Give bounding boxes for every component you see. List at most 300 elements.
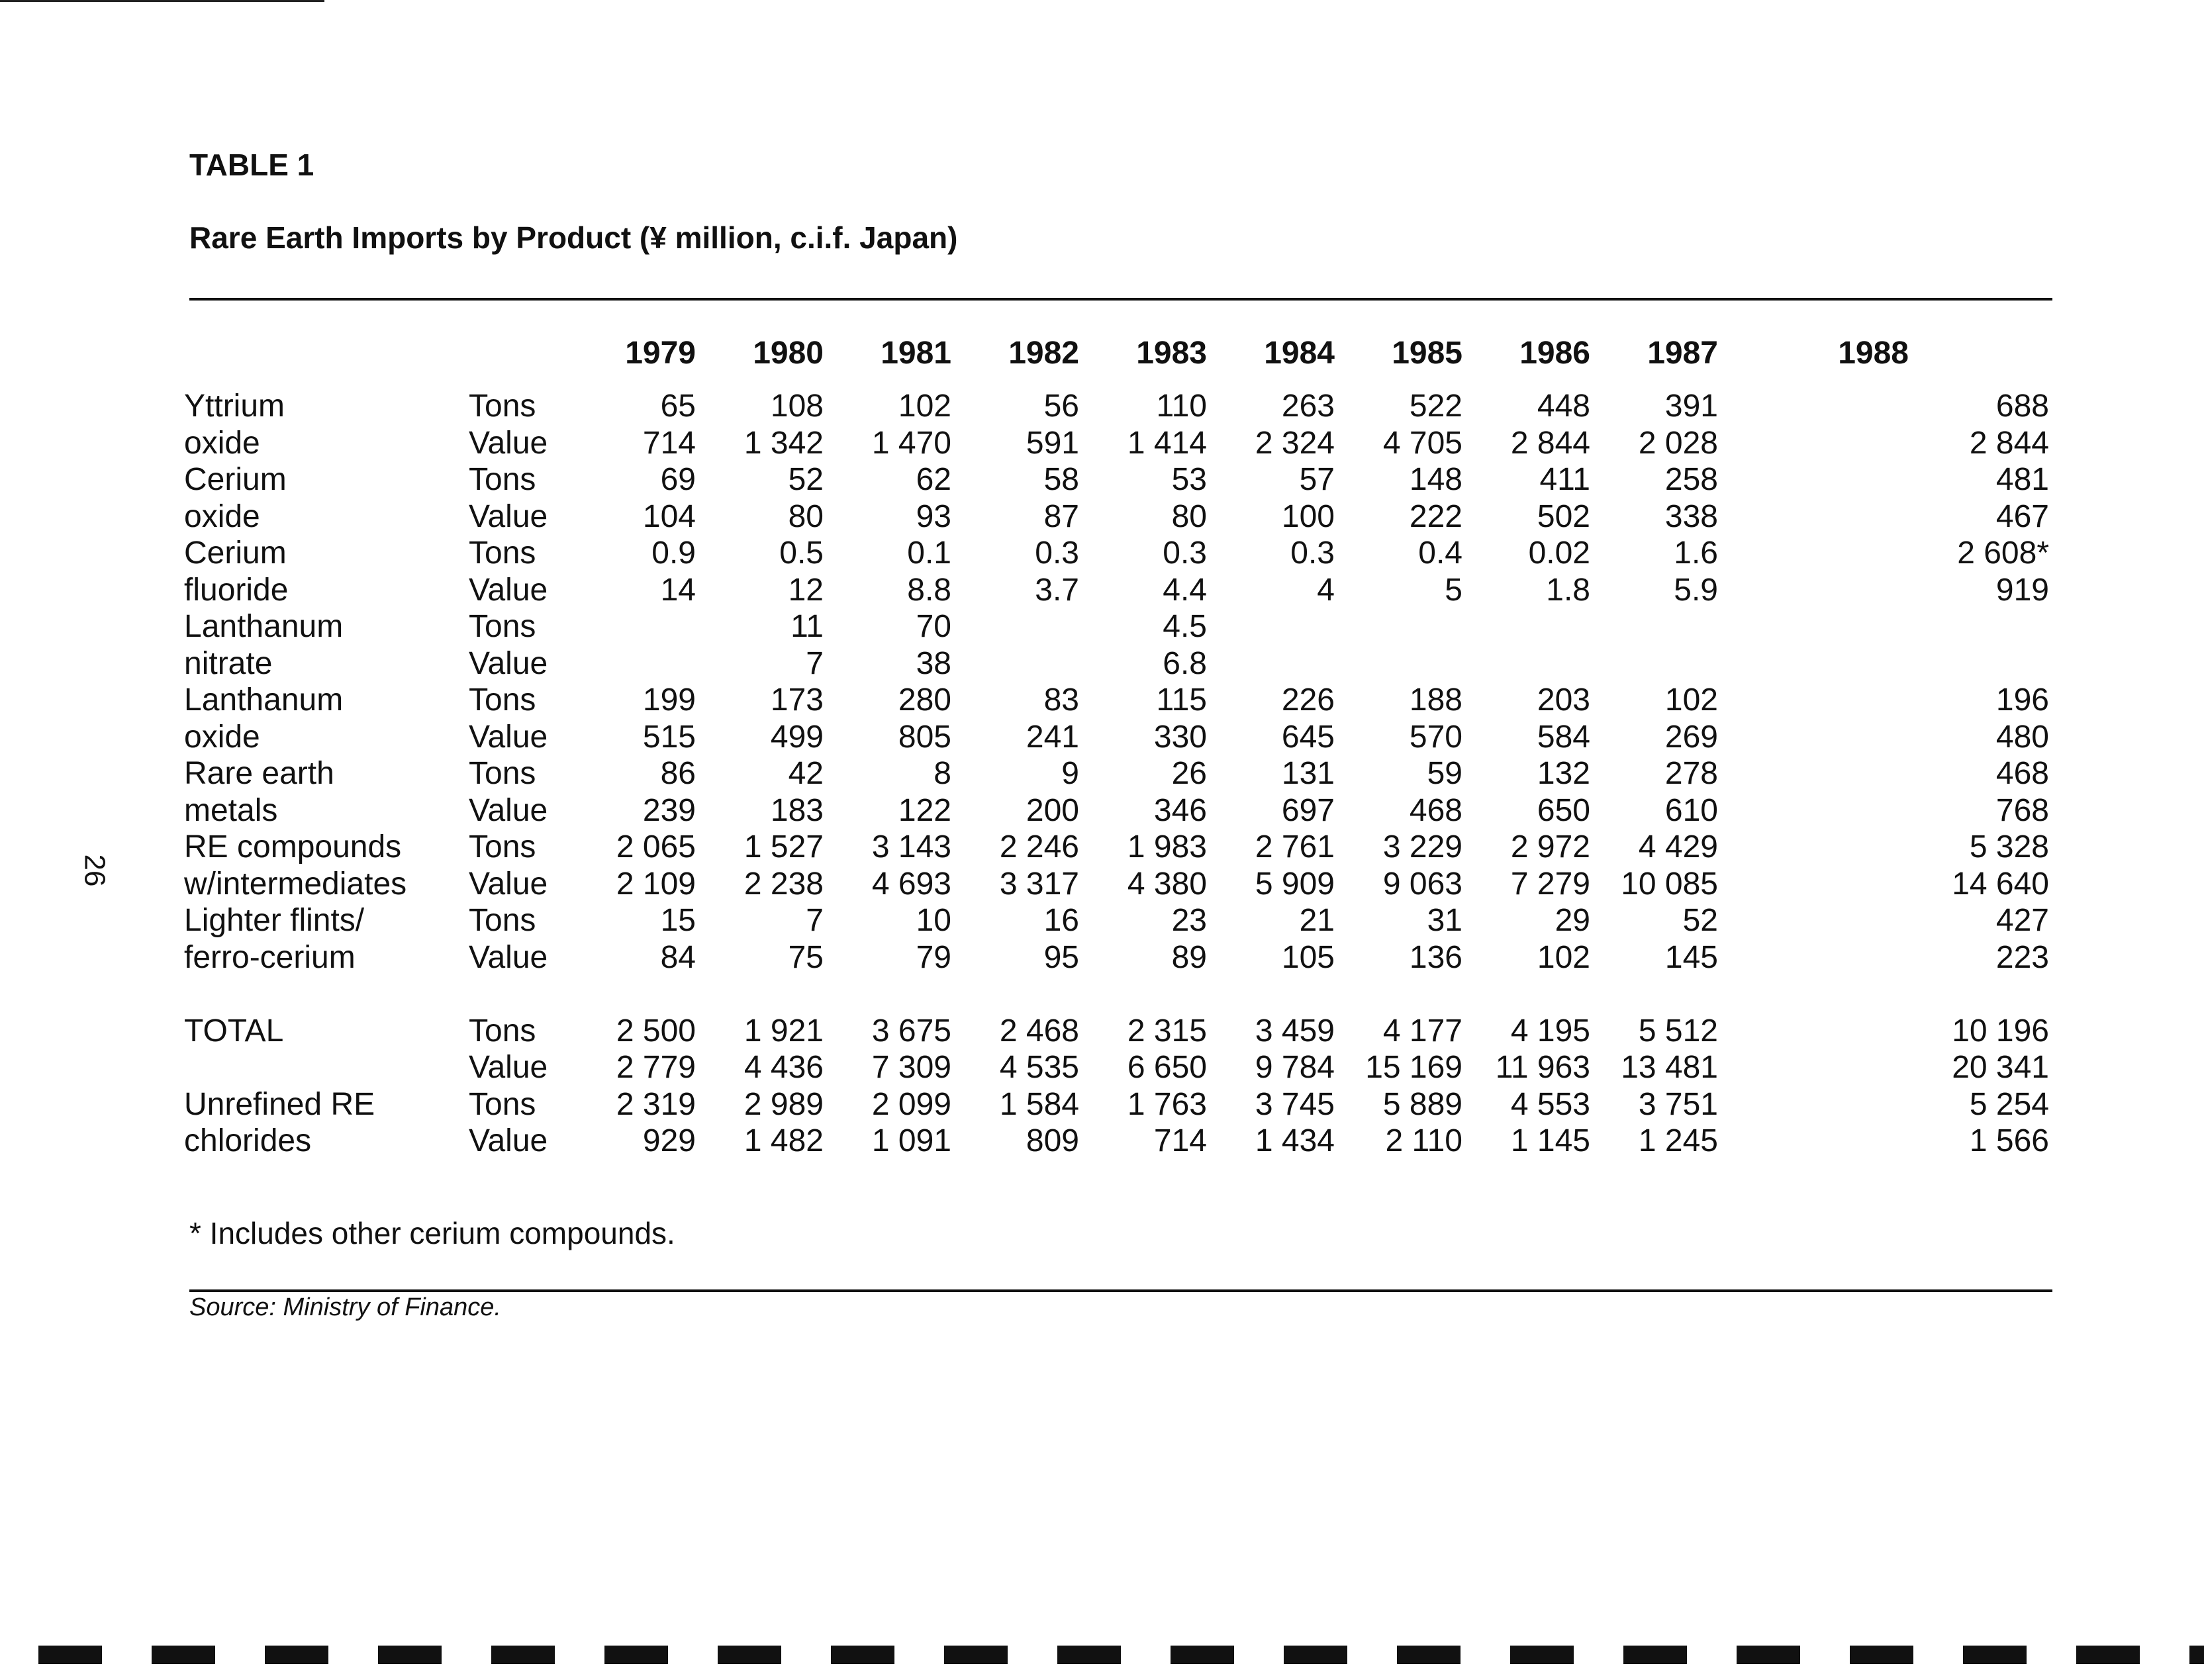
value-cell: 29 [1555, 903, 1590, 938]
value-cell: 4 195 [1510, 1013, 1590, 1049]
product-cell: ferro-cerium [184, 939, 356, 975]
perforation-mark [831, 1646, 894, 1664]
value-cell: 5 512 [1638, 1013, 1718, 1049]
value-cell: 102 [1537, 939, 1590, 975]
value-cell: 5.9 [1674, 572, 1718, 608]
value-cell: 226 [1281, 682, 1335, 718]
perforation-mark [265, 1646, 328, 1664]
value-cell: 15 169 [1365, 1050, 1462, 1085]
rare-earth-imports-table [184, 335, 2049, 1160]
perforation-mark [491, 1646, 555, 1664]
value-cell: 3 317 [999, 866, 1079, 902]
value-cell: 2 246 [999, 829, 1079, 864]
product-header [184, 335, 469, 388]
value-cell: 805 [898, 719, 951, 755]
value-cell: 4 436 [743, 1050, 824, 1085]
value-cell: 263 [1281, 389, 1335, 424]
table-row [184, 608, 2049, 645]
table-label: TABLE 1 [189, 148, 314, 182]
year-header: 1985 [1392, 336, 1462, 371]
value-cell: 1 983 [1127, 829, 1207, 864]
year-header: 1982 [1008, 336, 1079, 371]
table-spacer-row [184, 976, 2049, 1013]
perforation-mark [944, 1646, 1008, 1664]
unit-cell: Value [469, 498, 548, 534]
value-cell: 241 [1026, 719, 1079, 755]
value-cell: 480 [1995, 719, 2049, 755]
table-top-rule [189, 298, 2052, 301]
value-cell: 1 470 [871, 425, 951, 461]
value-cell: 4.5 [1163, 609, 1207, 644]
value-cell: 203 [1537, 682, 1590, 718]
perforation-strip [0, 1646, 2204, 1665]
value-cell: 3.7 [1035, 572, 1079, 608]
value-cell: 9 063 [1382, 866, 1462, 902]
table-row [184, 755, 2049, 792]
table-row [184, 1123, 2049, 1160]
value-cell [1335, 608, 1462, 645]
value-cell [1590, 608, 1718, 645]
product-cell: w/intermediates [184, 866, 407, 902]
table-row [184, 1013, 2049, 1050]
spacer-cell [184, 976, 2049, 1013]
product-cell: chlorides [184, 1123, 312, 1158]
value-cell: 222 [1409, 498, 1462, 534]
value-cell: 919 [1995, 572, 2049, 608]
value-cell: 7 279 [1510, 866, 1590, 902]
value-cell: 468 [1409, 792, 1462, 828]
value-cell: 1 527 [743, 829, 824, 864]
value-cell: 136 [1409, 939, 1462, 975]
unit-cell: Value [469, 719, 548, 755]
value-cell: 570 [1409, 719, 1462, 755]
unit-cell: Tons [469, 682, 536, 718]
value-cell: 100 [1281, 498, 1335, 534]
value-cell: 87 [1043, 498, 1079, 534]
unit-cell: Value [469, 1050, 548, 1085]
value-cell: 2 844 [1510, 425, 1590, 461]
value-cell: 6.8 [1163, 645, 1207, 681]
value-cell: 2 315 [1127, 1013, 1207, 1049]
value-cell: 499 [770, 719, 824, 755]
value-cell: 2 065 [616, 829, 696, 864]
table-bottom-rule [189, 1289, 2052, 1292]
value-cell: 0.3 [1163, 536, 1207, 571]
value-cell: 4 [1317, 572, 1335, 608]
value-cell [1462, 645, 1590, 682]
value-cell: 110 [1156, 389, 1207, 424]
value-cell: 1 434 [1255, 1123, 1335, 1158]
value-cell: 115 [1156, 682, 1207, 718]
value-cell: 86 [660, 756, 696, 791]
value-cell: 62 [916, 462, 951, 497]
value-cell: 105 [1281, 939, 1335, 975]
value-cell: 2 110 [1385, 1123, 1462, 1158]
value-cell: 467 [1995, 498, 2049, 534]
value-cell: 23 [1171, 903, 1207, 938]
value-cell: 80 [1171, 498, 1207, 534]
value-cell: 4 705 [1382, 425, 1462, 461]
value-cell: 21 [1299, 903, 1335, 938]
table-row [184, 572, 2049, 609]
value-cell: 20 341 [1952, 1050, 2049, 1085]
value-cell: 515 [642, 719, 696, 755]
product-cell: Rare earth [184, 756, 334, 791]
value-cell: 2 500 [616, 1013, 696, 1049]
source-note: Source: Ministry of Finance. [189, 1293, 501, 1321]
page-number: 26 [78, 854, 111, 887]
table-row [184, 645, 2049, 682]
perforation-mark [718, 1646, 781, 1664]
value-cell: 0.5 [779, 536, 824, 571]
value-cell: 278 [1664, 756, 1718, 791]
value-cell: 768 [1995, 792, 2049, 828]
value-cell: 57 [1299, 462, 1335, 497]
unit-cell: Value [469, 1123, 548, 1158]
table-row [184, 461, 2049, 498]
value-cell: 929 [642, 1123, 696, 1158]
value-cell: 338 [1664, 498, 1718, 534]
value-cell: 52 [1682, 903, 1718, 938]
value-cell: 5 909 [1255, 866, 1335, 902]
value-cell: 0.3 [1290, 536, 1335, 571]
value-cell: 5 889 [1382, 1086, 1462, 1122]
value-cell: 239 [642, 792, 696, 828]
value-cell: 14 640 [1952, 866, 2049, 902]
value-cell: 5 254 [1969, 1086, 2049, 1122]
year-header-row [184, 335, 2049, 388]
value-cell: 4 535 [999, 1050, 1079, 1085]
value-cell: 4.4 [1163, 572, 1207, 608]
value-cell: 269 [1664, 719, 1718, 755]
value-cell: 95 [1043, 939, 1079, 975]
value-cell: 52 [788, 462, 824, 497]
value-cell: 7 [806, 903, 824, 938]
perforation-mark [2189, 1646, 2204, 1664]
year-header: 1987 [1647, 336, 1718, 371]
table-row [184, 792, 2049, 829]
table-row [184, 902, 2049, 939]
value-cell: 258 [1664, 462, 1718, 497]
unit-cell: Value [469, 572, 548, 608]
value-cell: 196 [1995, 682, 2049, 718]
value-cell: 42 [788, 756, 824, 791]
value-cell: 5 [1445, 572, 1462, 608]
value-cell: 2 319 [616, 1086, 696, 1122]
value-cell [1207, 645, 1335, 682]
value-cell: 2 761 [1255, 829, 1335, 864]
value-cell: 2 028 [1638, 425, 1718, 461]
value-cell: 650 [1537, 792, 1590, 828]
product-cell: metals [184, 792, 278, 828]
value-cell: 10 196 [1952, 1013, 2049, 1049]
value-cell: 809 [1026, 1123, 1079, 1158]
perforation-mark [378, 1646, 442, 1664]
value-cell: 330 [1153, 719, 1207, 755]
value-cell [568, 608, 696, 645]
table-row [184, 388, 2049, 425]
value-cell: 132 [1537, 756, 1590, 791]
year-header: 1984 [1264, 336, 1335, 371]
value-cell: 84 [660, 939, 696, 975]
value-cell: 58 [1043, 462, 1079, 497]
value-cell: 1 091 [871, 1123, 951, 1158]
value-cell: 4 693 [871, 866, 951, 902]
value-cell: 1 414 [1127, 425, 1207, 461]
value-cell: 2 099 [871, 1086, 951, 1122]
value-cell: 1 482 [743, 1123, 824, 1158]
value-cell: 2 238 [743, 866, 824, 902]
year-header: 1979 [625, 336, 696, 371]
product-cell: TOTAL [184, 1013, 284, 1049]
year-header: 1986 [1519, 336, 1590, 371]
value-cell: 3 751 [1638, 1086, 1718, 1122]
value-cell: 148 [1409, 462, 1462, 497]
product-cell: Cerium [184, 536, 287, 571]
value-cell: 2 468 [999, 1013, 1079, 1049]
value-cell: 14 [660, 572, 696, 608]
value-cell: 38 [916, 645, 951, 681]
value-cell: 481 [1995, 462, 2049, 497]
table-row [184, 1049, 2049, 1086]
value-cell [1335, 645, 1462, 682]
value-cell: 131 [1281, 756, 1335, 791]
perforation-mark [1171, 1646, 1234, 1664]
perforation-mark [1850, 1646, 1913, 1664]
unit-cell: Value [469, 939, 548, 975]
value-cell [1718, 608, 2049, 645]
value-cell: 3 675 [871, 1013, 951, 1049]
table-row [184, 829, 2049, 866]
table-row [184, 682, 2049, 719]
value-cell: 610 [1664, 792, 1718, 828]
product-cell: nitrate [184, 645, 273, 681]
value-cell: 280 [898, 682, 951, 718]
value-cell: 346 [1153, 792, 1207, 828]
top-edge-rule [0, 0, 324, 2]
value-cell [1462, 608, 1590, 645]
value-cell: 9 [1061, 756, 1079, 791]
product-cell: Lanthanum [184, 609, 344, 644]
value-cell: 8.8 [907, 572, 951, 608]
perforation-mark [1510, 1646, 1574, 1664]
value-cell: 391 [1664, 389, 1718, 424]
product-cell [184, 1049, 469, 1086]
value-cell: 1 342 [743, 425, 824, 461]
value-cell: 102 [898, 389, 951, 424]
value-cell: 0.9 [651, 536, 696, 571]
perforation-mark [1397, 1646, 1461, 1664]
value-cell: 53 [1171, 462, 1207, 497]
year-header: 1983 [1136, 336, 1207, 371]
unit-cell: Value [469, 792, 548, 828]
year-header: 1980 [753, 336, 824, 371]
value-cell: 468 [1995, 756, 2049, 791]
value-cell: 56 [1043, 389, 1079, 424]
value-cell: 93 [916, 498, 951, 534]
value-cell: 59 [1427, 756, 1462, 791]
value-cell [1718, 645, 2049, 682]
value-cell: 173 [770, 682, 824, 718]
value-cell: 2 989 [743, 1086, 824, 1122]
unit-cell: Tons [469, 1086, 536, 1122]
value-cell: 69 [660, 462, 696, 497]
value-cell: 12 [788, 572, 824, 608]
value-cell: 2 109 [616, 866, 696, 902]
value-cell: 5 328 [1969, 829, 2049, 864]
unit-header [469, 335, 568, 388]
value-cell: 714 [1153, 1123, 1207, 1158]
value-cell [568, 645, 696, 682]
value-cell: 75 [788, 939, 824, 975]
value-cell: 2 608* [1957, 536, 2049, 571]
value-cell: 448 [1537, 389, 1590, 424]
value-cell: 1.8 [1546, 572, 1590, 608]
table-row [184, 1086, 2049, 1123]
value-cell: 89 [1171, 939, 1207, 975]
value-cell: 411 [1539, 462, 1590, 497]
value-cell: 688 [1995, 389, 2049, 424]
perforation-mark [604, 1646, 668, 1664]
value-cell: 11 [791, 609, 824, 644]
value-cell: 65 [660, 389, 696, 424]
value-cell: 80 [788, 498, 824, 534]
value-cell: 145 [1664, 939, 1718, 975]
value-cell [1590, 645, 1718, 682]
value-cell: 4 177 [1382, 1013, 1462, 1049]
table-row [184, 866, 2049, 903]
value-cell: 714 [642, 425, 696, 461]
value-cell: 3 229 [1382, 829, 1462, 864]
product-cell: fluoride [184, 572, 289, 608]
year-header: 1988 [1838, 336, 1909, 371]
perforation-mark [1284, 1646, 1347, 1664]
value-cell: 10 [916, 903, 951, 938]
value-cell: 0.3 [1035, 536, 1079, 571]
value-cell: 3 745 [1255, 1086, 1335, 1122]
value-cell: 1 245 [1638, 1123, 1718, 1158]
product-cell: RE compounds [184, 829, 402, 864]
value-cell: 6 650 [1127, 1050, 1207, 1085]
table-row [184, 535, 2049, 572]
value-cell: 1 763 [1127, 1086, 1207, 1122]
value-cell: 1 584 [999, 1086, 1079, 1122]
value-cell: 427 [1995, 903, 2049, 938]
value-cell: 199 [642, 682, 696, 718]
value-cell: 1.6 [1674, 536, 1718, 571]
value-cell: 10 085 [1621, 866, 1718, 902]
value-cell: 183 [770, 792, 824, 828]
product-cell: Lighter flints/ [184, 903, 365, 938]
value-cell: 502 [1537, 498, 1590, 534]
unit-cell: Tons [469, 1013, 536, 1049]
product-cell: oxide [184, 498, 260, 534]
perforation-mark [1057, 1646, 1121, 1664]
perforation-mark [1737, 1646, 1800, 1664]
unit-cell: Tons [469, 903, 536, 938]
value-cell: 188 [1409, 682, 1462, 718]
unit-cell: Value [469, 425, 548, 461]
value-cell: 7 309 [871, 1050, 951, 1085]
value-cell: 2 779 [616, 1050, 696, 1085]
product-cell: Lanthanum [184, 682, 344, 718]
value-cell: 1 921 [743, 1013, 824, 1049]
table-row [184, 425, 2049, 462]
value-cell: 4 380 [1127, 866, 1207, 902]
table-row [184, 719, 2049, 756]
product-cell: Unrefined RE [184, 1086, 375, 1122]
value-cell: 79 [916, 939, 951, 975]
perforation-mark [2076, 1646, 2140, 1664]
value-cell: 13 481 [1621, 1050, 1718, 1085]
value-cell: 7 [806, 645, 824, 681]
product-cell: oxide [184, 719, 260, 755]
value-cell: 584 [1537, 719, 1590, 755]
value-cell: 108 [770, 389, 824, 424]
footnote: * Includes other cerium compounds. [189, 1216, 675, 1250]
value-cell: 223 [1995, 939, 2049, 975]
value-cell: 9 784 [1255, 1050, 1335, 1085]
table-row [184, 939, 2049, 976]
value-cell: 4 553 [1510, 1086, 1590, 1122]
unit-cell: Tons [469, 389, 536, 424]
value-cell: 104 [642, 498, 696, 534]
value-cell: 2 324 [1255, 425, 1335, 461]
value-cell: 1 566 [1969, 1123, 2049, 1158]
value-cell: 15 [660, 903, 696, 938]
perforation-mark [152, 1646, 215, 1664]
table-title: Rare Earth Imports by Product (¥ million, c.i.f. Japan) [189, 220, 958, 255]
value-cell: 0.1 [907, 536, 951, 571]
value-cell: 0.4 [1418, 536, 1462, 571]
value-cell: 2 844 [1969, 425, 2049, 461]
perforation-mark [38, 1646, 102, 1664]
value-cell: 83 [1043, 682, 1079, 718]
value-cell: 31 [1427, 903, 1462, 938]
unit-cell: Tons [469, 756, 536, 791]
value-cell: 26 [1171, 756, 1207, 791]
value-cell: 122 [898, 792, 951, 828]
value-cell: 16 [1043, 903, 1079, 938]
year-header: 1981 [881, 336, 951, 371]
unit-cell: Tons [469, 462, 536, 497]
value-cell: 200 [1026, 792, 1079, 828]
product-cell: Yttrium [184, 389, 285, 424]
value-cell: 3 459 [1255, 1013, 1335, 1049]
value-cell [1207, 608, 1335, 645]
value-cell: 0.02 [1528, 536, 1590, 571]
unit-cell: Value [469, 866, 548, 902]
unit-cell: Value [469, 645, 548, 681]
unit-cell: Tons [469, 536, 536, 571]
value-cell: 102 [1664, 682, 1718, 718]
product-cell: oxide [184, 425, 260, 461]
product-cell: Cerium [184, 462, 287, 497]
value-cell: 11 963 [1495, 1050, 1590, 1085]
value-cell: 591 [1026, 425, 1079, 461]
perforation-mark [1963, 1646, 2027, 1664]
table-row [184, 498, 2049, 536]
value-cell: 3 143 [871, 829, 951, 864]
value-cell: 70 [916, 609, 951, 644]
value-cell: 522 [1409, 389, 1462, 424]
value-cell: 645 [1281, 719, 1335, 755]
unit-cell: Tons [469, 609, 536, 644]
perforation-mark [1623, 1646, 1687, 1664]
value-cell [951, 645, 1079, 682]
value-cell [951, 608, 1079, 645]
unit-cell: Tons [469, 829, 536, 864]
